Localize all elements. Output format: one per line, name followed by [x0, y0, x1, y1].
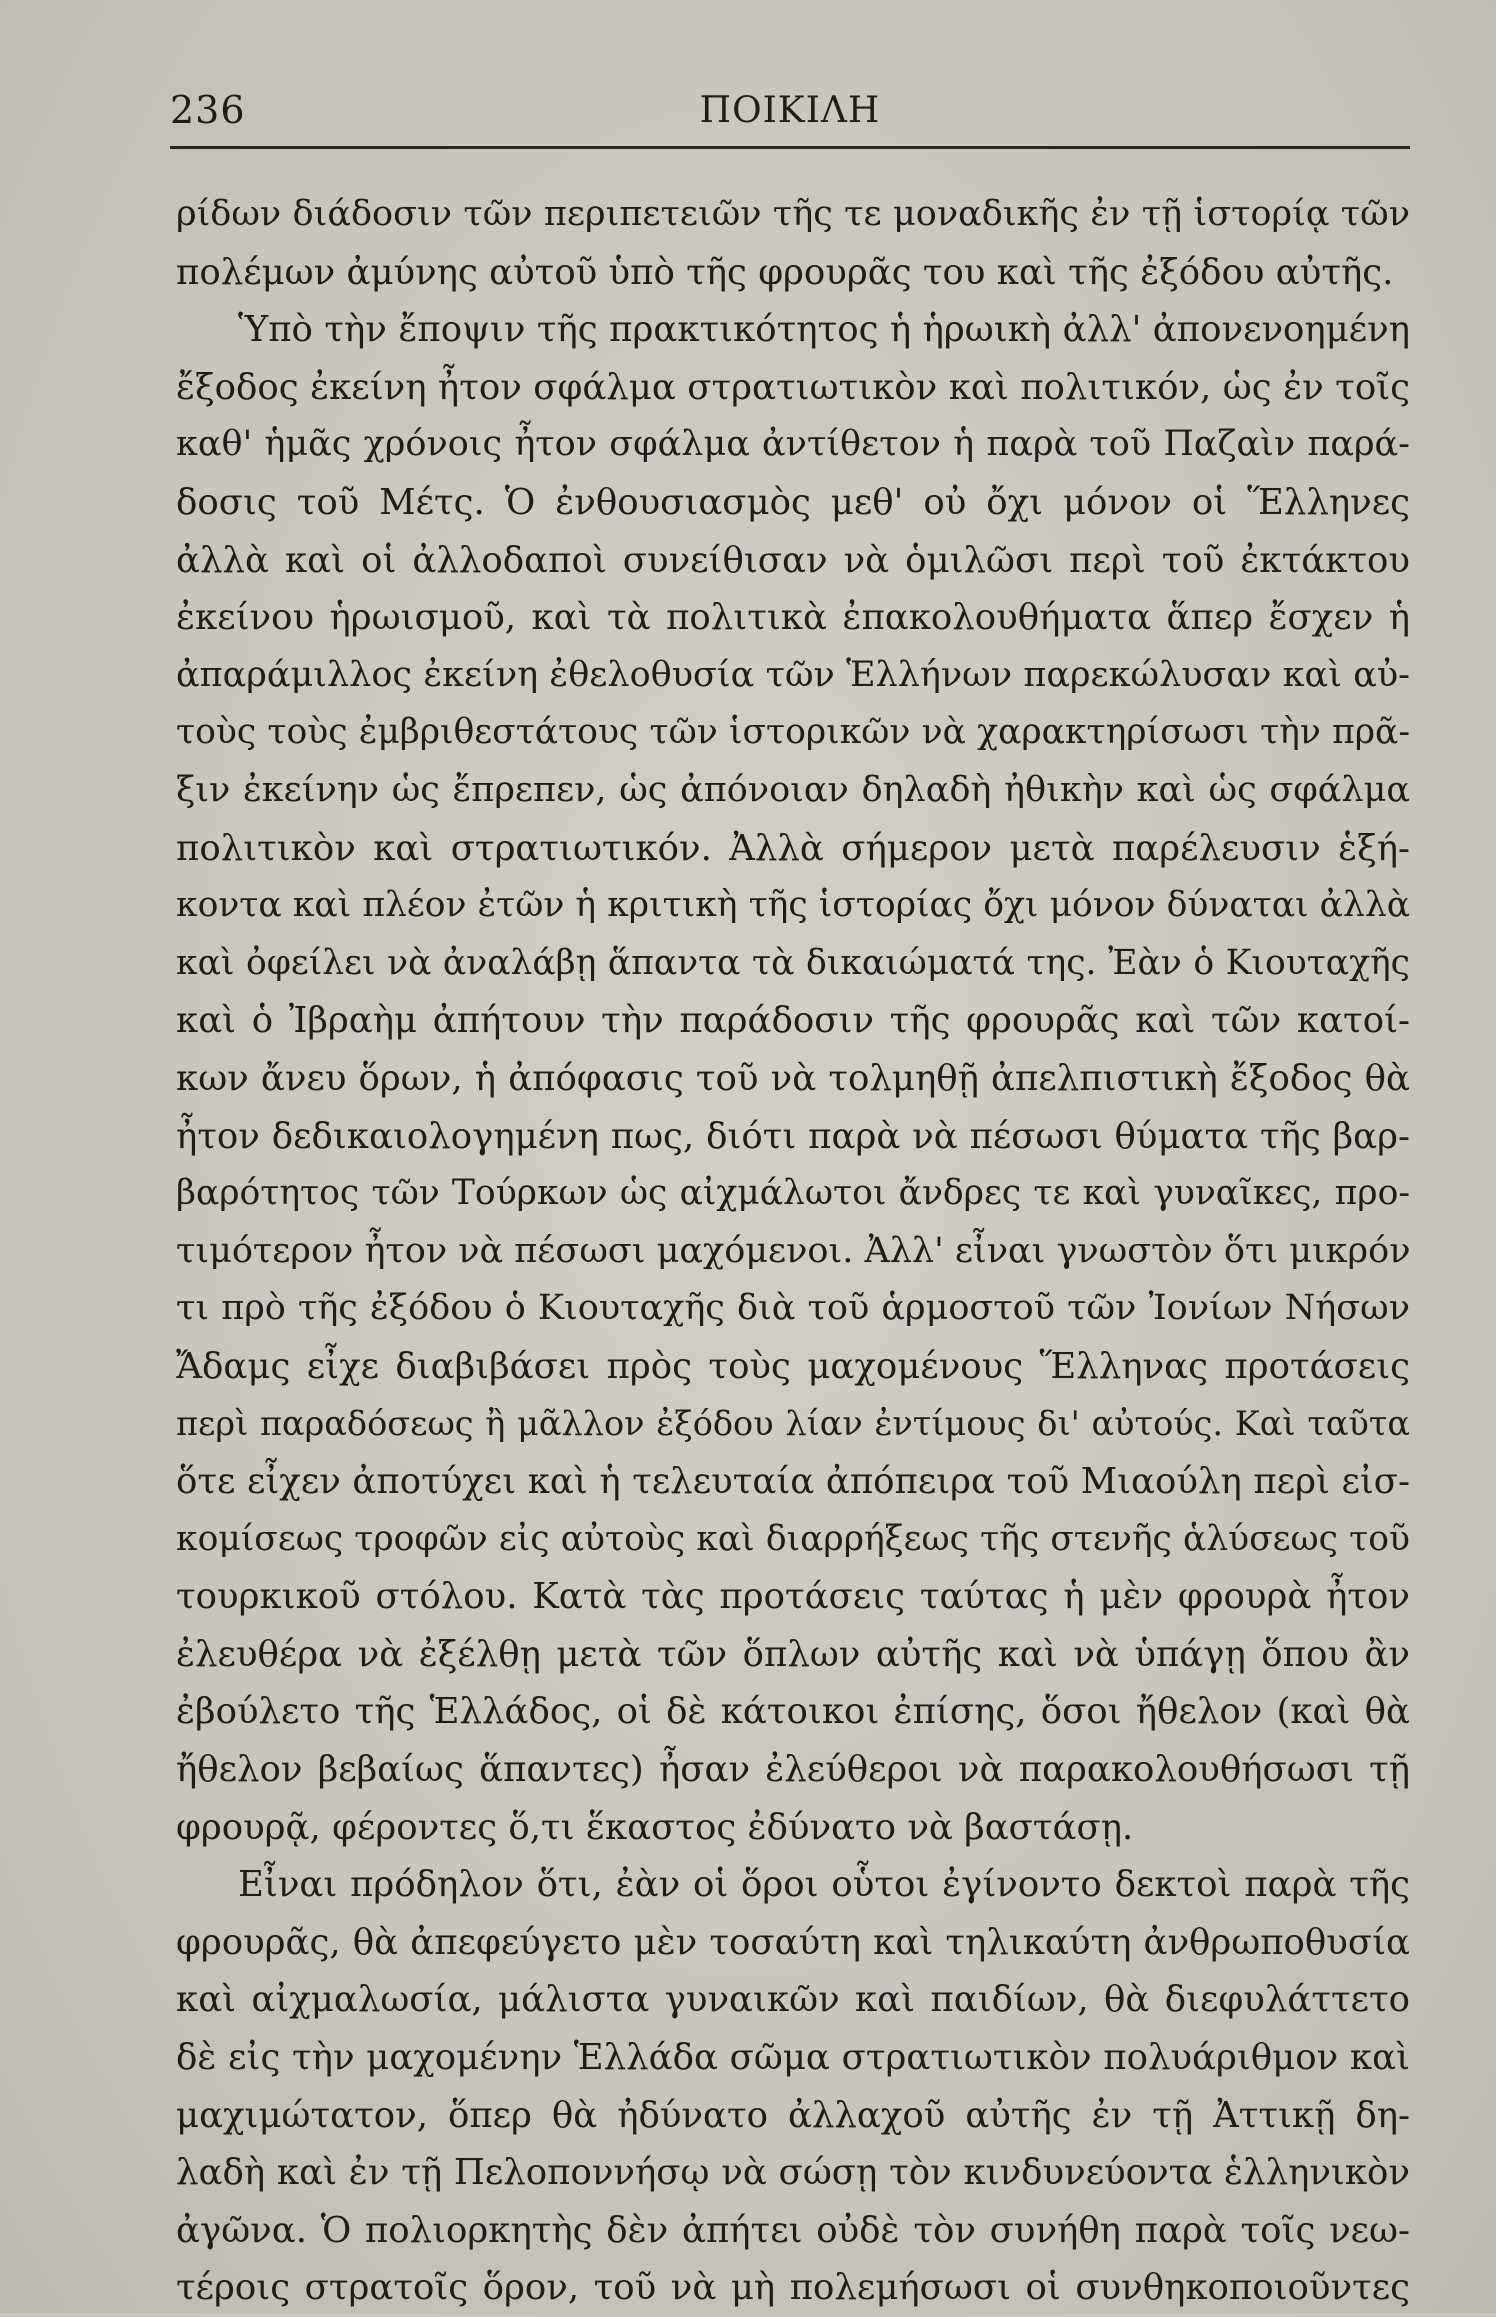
text-line: καὶ ὁ Ἰβραὴμ ἀπήτουν τὴν παράδοσιν τῆς φρουρᾶς καὶ τῶν κατοί-: [176, 1000, 1410, 1042]
text-line: ἐβούλετο τῆς Ἑλλάδος, οἱ δὲ κάτοικοι ἐπίσης, ὅσοι ἤθελον (καὶ θὰ: [176, 1691, 1410, 1733]
text-line: ξιν ἐκείνην ὡς ἔπρεπεν, ὡς ἀπόνοιαν δηλαδὴ ἠθικὴν καὶ ὡς σφάλμα: [176, 769, 1410, 810]
text-line: ἀλλὰ καὶ οἱ ἀλλοδαποὶ συνείθισαν νὰ ὁμιλῶσι περὶ τοῦ ἐκτάκτου: [176, 539, 1410, 581]
text-line: τέροις στρατοῖς ὅρον, τοῦ νὰ μὴ πολεμήσωσι οἱ συνθηκοποιοῦντες: [176, 2267, 1410, 2309]
text-line: πολιτικὸν καὶ στρατιωτικόν. Ἀλλὰ σήμερον μετὰ παρέλευσιν ἑξή-: [176, 827, 1410, 869]
text-line: ἀγῶνα. Ὁ πολιορκητὴς δὲν ἀπήτει οὐδὲ τὸν συνήθη παρὰ τοῖς νεω-: [176, 2209, 1410, 2251]
text-line: ἤθελον βεβαίως ἅπαντες) ἦσαν ἐλεύθεροι νὰ παρακολουθήσωσι τῇ: [176, 1749, 1410, 1791]
text-line: φρουρᾷ, φέροντες ὅ,τι ἕκαστος ἐδύνατο νὰ βαστάσῃ.: [176, 1806, 1134, 1848]
text-line: τι πρὸ τῆς ἐξόδου ὁ Κιουταχῆς διὰ τοῦ ἁρμοστοῦ τῶν Ἰονίων Νήσων: [176, 1288, 1410, 1329]
text-line: βαρότητος τῶν Τούρκων ὡς αἰχμάλωτοι ἄνδρες τε καὶ γυναῖκες, προ-: [176, 1173, 1410, 1214]
page-number: 236: [170, 88, 246, 132]
text-line: περὶ παραδόσεως ἢ μᾶλλον ἐξόδου λίαν ἐντίμους δι' αὐτούς. Καὶ ταῦτα: [176, 1404, 1410, 1444]
header-rule: [170, 146, 1410, 149]
text-line: καθ' ἡμᾶς χρόνοις ἦτον σφάλμα ἀντίθετον ἡ παρὰ τοῦ Παζαὶν παρά-: [176, 424, 1410, 465]
text-line: ἐλευθέρα νὰ ἐξέλθῃ μετὰ τῶν ὅπλων αὐτῆς καὶ νὰ ὑπάγῃ ὅπου ἂν: [176, 1633, 1410, 1675]
text-line: κοντα καὶ πλέον ἐτῶν ἡ κριτικὴ τῆς ἱστορίας ὄχι μόνον δύναται ἀλλὰ: [176, 885, 1410, 926]
text-line: φρουρᾶς, θὰ ἀπεφεύγετο μὲν τοσαύτη καὶ τηλικαύτη ἀνθρωποθυσία: [176, 1921, 1410, 1963]
text-line: Ὑπὸ τὴν ἔποψιν τῆς πρακτικότητος ἡ ἡρωικὴ ἀλλ' ἀπονενοημένη: [238, 309, 1410, 351]
text-line: ἦτον δεδικαιολογημένη πως, διότι παρὰ νὰ πέσωσι θύματα τῆς βαρ-: [176, 1115, 1410, 1157]
text-line: τιμότερον ἦτον νὰ πέσωσι μαχόμενοι. Ἀλλ' εἶναι γνωστὸν ὅτι μικρόν: [176, 1230, 1410, 1271]
text-line: ὅτε εἶχεν ἀποτύχει καὶ ἡ τελευταία ἀπόπειρα τοῦ Μιαούλη περὶ εἰσ-: [176, 1461, 1410, 1503]
text-line: Εἶναι πρόδηλον ὅτι, ἐὰν οἱ ὅροι οὗτοι ἐγίνοντο δεκτοὶ παρὰ τῆς: [238, 1864, 1410, 1906]
body-text: [176, 186, 1410, 2317]
text-line: Ἄδαμς εἶχε διαβιβάσει πρὸς τοὺς μαχομένους Ἕλληνας προτάσεις: [176, 1345, 1410, 1387]
text-line: δοσις τοῦ Μέτς. Ὁ ἐνθουσιασμὸς μεθ' οὐ ὄχι μόνον οἱ Ἕλληνες: [176, 481, 1410, 523]
text-line: ἐκείνου ἡρωισμοῦ, καὶ τὰ πολιτικὰ ἐπακολουθήματα ἅπερ ἔσχεν ἡ: [176, 597, 1410, 639]
text-line: μαχιμώτατον, ὅπερ θὰ ἠδύνατο ἀλλαχοῦ αὐτῆς ἐν τῇ Ἀττικῇ δη-: [176, 2094, 1410, 2136]
text-line: ἀπαράμιλλος ἐκείνη ἐθελοθυσία τῶν Ἑλλήνων παρεκώλυσαν καὶ αὐ-: [176, 654, 1410, 695]
text-line: δὲ εἰς τὴν μαχομένην Ἑλλάδα σῶμα στρατιωτικὸν πολυάριθμον καὶ: [176, 2037, 1410, 2078]
running-title: ΠΟΙΚΙΛΗ: [699, 90, 881, 131]
text-line: λαδὴ καὶ ἐν τῇ Πελοποννήσῳ νὰ σώσῃ τὸν κινδυνεύοντα ἑλληνικὸν: [176, 2152, 1410, 2194]
text-line: κων ἄνευ ὅρων, ἡ ἀπόφασις τοῦ νὰ τολμηθῇ ἀπελπιστικὴ ἔξοδος θὰ: [176, 1057, 1410, 1099]
text-line: καὶ αἰχμαλωσία, μάλιστα γυναικῶν καὶ παιδίων, θὰ διεφυλάττετο: [176, 1979, 1410, 2021]
text-line: καὶ ὀφείλει νὰ ἀναλάβῃ ἅπαντα τὰ δικαιώματά της. Ἐὰν ὁ Κιουταχῆς: [176, 942, 1410, 983]
text-line: τοὺς τοὺς ἐμβριθεστάτους τῶν ἱστορικῶν νὰ χαρακτηρίσωσι τὴν πρᾶ-: [176, 712, 1410, 753]
text-line: ρίδων διάδοσιν τῶν περιπετειῶν τῆς τε μοναδικῆς ἐν τῇ ἱστορίᾳ τῶν: [176, 194, 1410, 234]
text-line: κομίσεως τροφῶν εἰς αὐτοὺς καὶ διαρρήξεως τῆς στενῆς ἁλύσεως τοῦ: [176, 1518, 1410, 1559]
text-line: ἔξοδος ἐκείνη ἦτον σφάλμα στρατιωτικὸν καὶ πολιτικόν, ὡς ἐν τοῖς: [176, 366, 1410, 408]
text-line: πολέμων ἀμύνης αὐτοῦ ὑπὸ τῆς φρουρᾶς του καὶ τῆς ἐξόδου αὐτῆς.: [176, 251, 1394, 293]
page-header: [170, 88, 1410, 138]
text-line: τουρκικοῦ στόλου. Κατὰ τὰς προτάσεις ταύτας ἡ μὲν φρουρὰ ἦτον: [176, 1576, 1410, 1618]
